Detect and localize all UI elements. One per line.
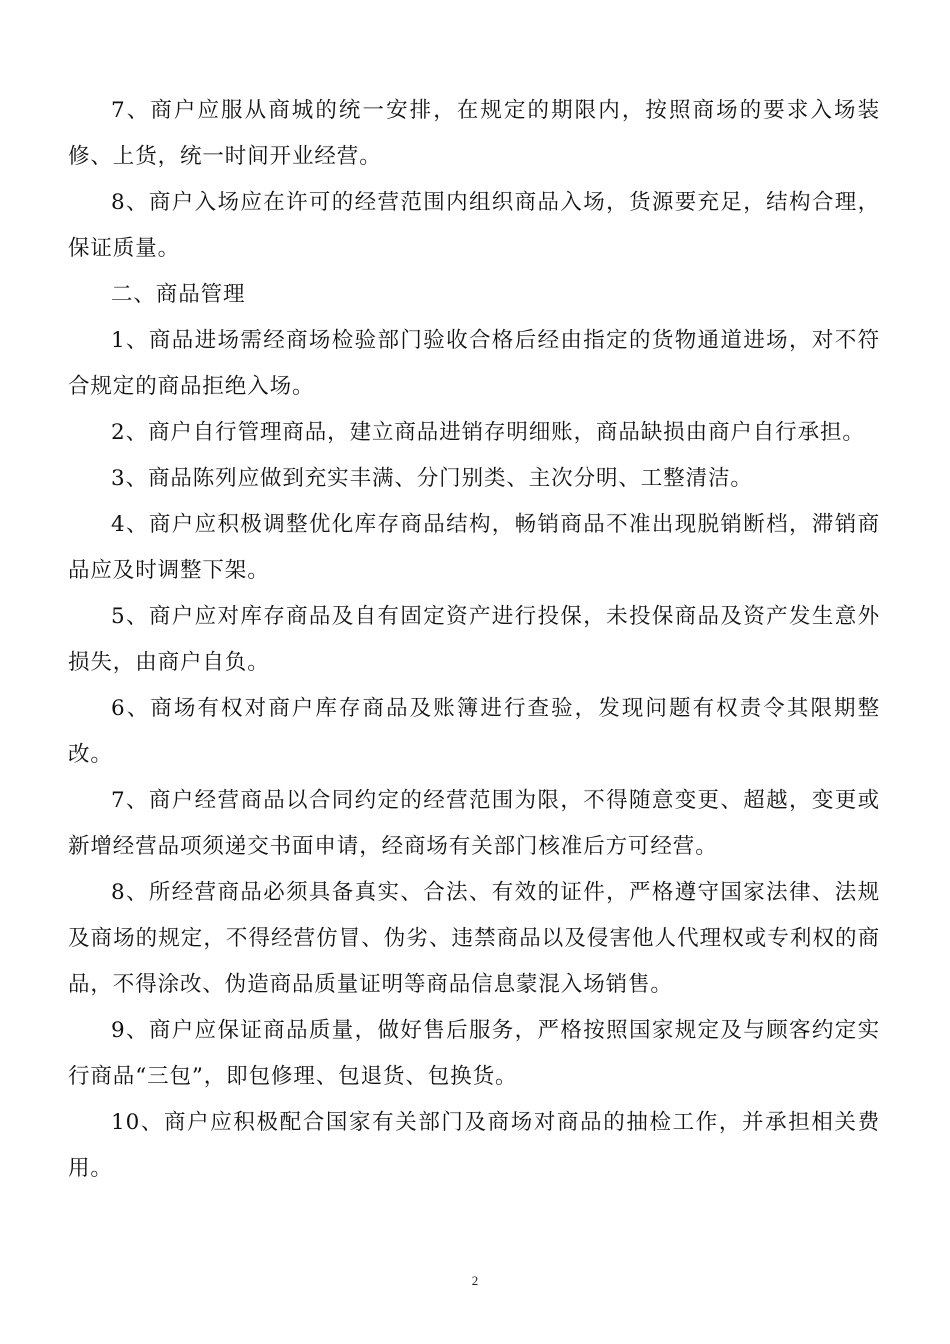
paragraph-quality-service: 9、商户应保证商品质量，做好售后服务，严格按照国家规定及与顾客约定实行商品“三包”，即包修理、包退货、包换货。	[68, 1018, 880, 1089]
section-heading-goods-management: 二、商品管理	[111, 282, 246, 307]
paragraph-goods-display: 3、商品陈列应做到充实丰满、分门别类、主次分明、工整清洁。	[111, 466, 753, 491]
paragraph-goods-self-management: 2、商户自行管理商品，建立商品进销存明细账，商品缺损由商户自行承担。	[111, 420, 865, 445]
paragraph-inventory-structure: 4、商户应积极调整优化库存商品结构，畅销商品不准出现脱销断档，滞销商品应及时调整下架。	[68, 512, 880, 583]
paragraph-merchant-goods-entry: 8、商户入场应在许可的经营范围内组织商品入场，货源要充足，结构合理，保证质量。	[68, 190, 880, 261]
paragraph-sampling-inspection: 10、商户应积极配合国家有关部门及商场对商品的抽检工作，并承担相关费用。	[68, 1110, 880, 1181]
paragraph-inspection-rights: 6、商场有权对商户库存商品及账簿进行查验，发现问题有权责令其限期整改。	[68, 696, 880, 767]
page-number: 2	[471, 1273, 479, 1288]
document-body	[68, 88, 880, 1192]
paragraph-business-scope: 7、商户经营商品以合同约定的经营范围为限，不得随意变更、超越，变更或新增经营品项须递交书面申请，经商场有关部门核准后方可经营。	[68, 788, 880, 859]
paragraph-goods-inspection: 1、商品进场需经商场检验部门验收合格后经由指定的货物通道进场，对不符合规定的商品拒绝入场。	[68, 328, 880, 399]
paragraph-merchant-opening: 7、商户应服从商城的统一安排，在规定的期限内，按照商场的要求入场装修、上货，统一时间开业经营。	[68, 98, 880, 169]
paragraph-insurance: 5、商户应对库存商品及自有固定资产进行投保，未投保商品及资产发生意外损失，由商户自负。	[68, 604, 880, 675]
paragraph-certificates: 8、所经营商品必须具备真实、合法、有效的证件，严格遵守国家法律、法规及商场的规定，不得经营仿冒、伪劣、违禁商品以及侵害他人代理权或专利权的商品，不得涂改、伪造商品质量证明等商品信息蒙混入场销售。	[68, 880, 880, 997]
